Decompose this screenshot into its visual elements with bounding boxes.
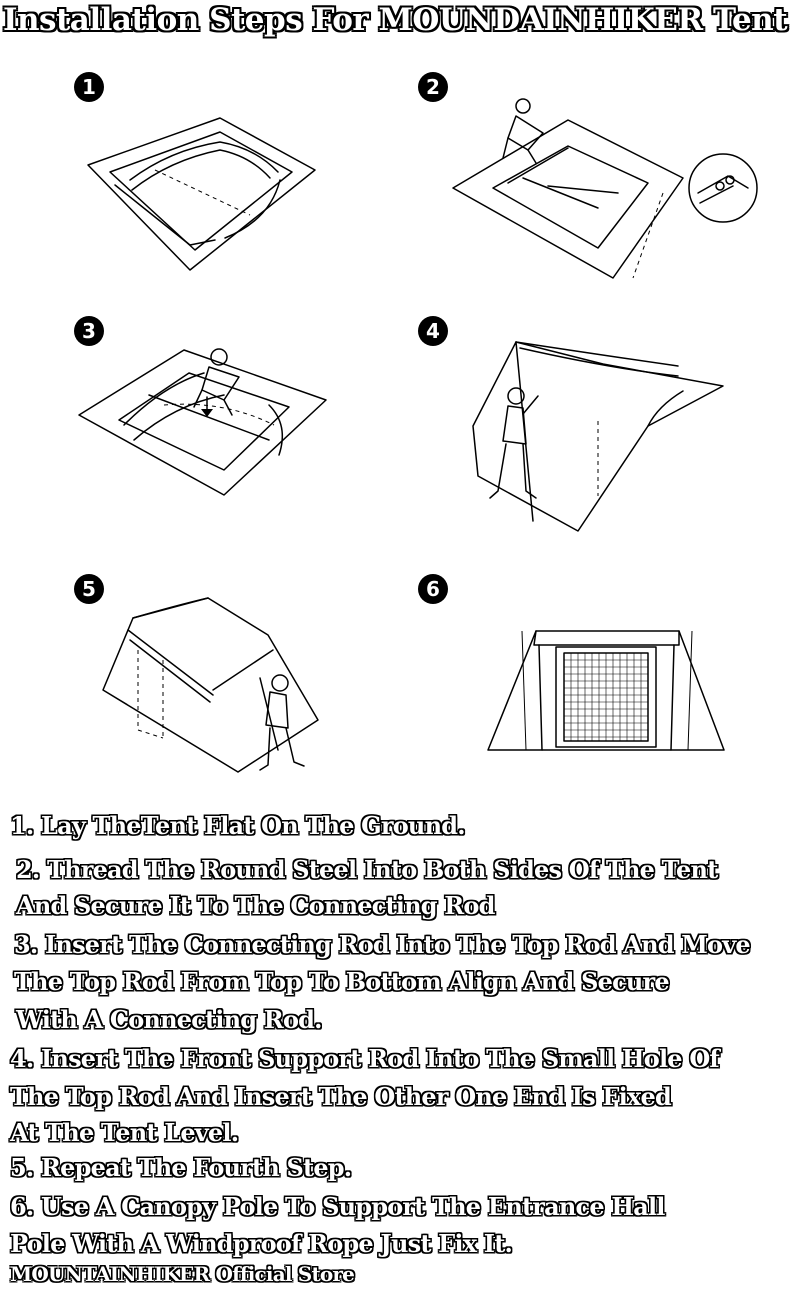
step-3-badge: 3 [74,316,104,346]
step-6-badge: 6 [418,574,448,604]
instruction-line-12: Pole With A Windproof Rope Just Fix It. [10,1229,513,1258]
step-5-illustration [98,590,328,775]
instruction-line-3: And Secure It To The Connecting Rod [16,891,495,920]
instruction-line-2: 2. Thread The Round Steel Into Both Sides Of The Tent [16,855,718,884]
instruction-line-6: With A Connecting Rod. [16,1005,322,1034]
step-1-illustration [80,110,340,280]
instruction-line-11: 6. Use A Canopy Pole To Support The Entrance Hall [10,1192,665,1221]
instruction-line-5: The Top Rod From Top To Bottom Align And Secure [14,967,669,996]
instruction-line-10: 5. Repeat The Fourth Step. [10,1153,352,1182]
step-6-illustration [484,625,728,755]
step-2-illustration [448,98,768,288]
instruction-line-8: The Top Rod And Insert The Other One End Is Fixed [10,1082,671,1111]
step-5-badge: 5 [74,574,104,604]
footer-store-name: MOUNTAINHIKER Official Store [10,1262,355,1286]
instruction-line-7: 4. Insert The Front Support Rod Into The Small Hole Of [10,1044,719,1073]
instruction-line-9: At The Tent Level. [10,1118,239,1147]
instruction-line-1: 1. Lay TheTent Flat On The Ground. [10,811,465,840]
step-3-illustration [74,345,334,500]
step-4-illustration [468,336,733,536]
step-1-badge: 1 [74,72,104,102]
instruction-line-4: 3. Insert The Connecting Rod Into The Top Rod And Move [14,930,750,959]
page-title: Installation Steps For MOUNDAINHIKER Tent [2,2,788,38]
step-4-badge: 4 [418,316,448,346]
step-2-badge: 2 [418,72,448,102]
